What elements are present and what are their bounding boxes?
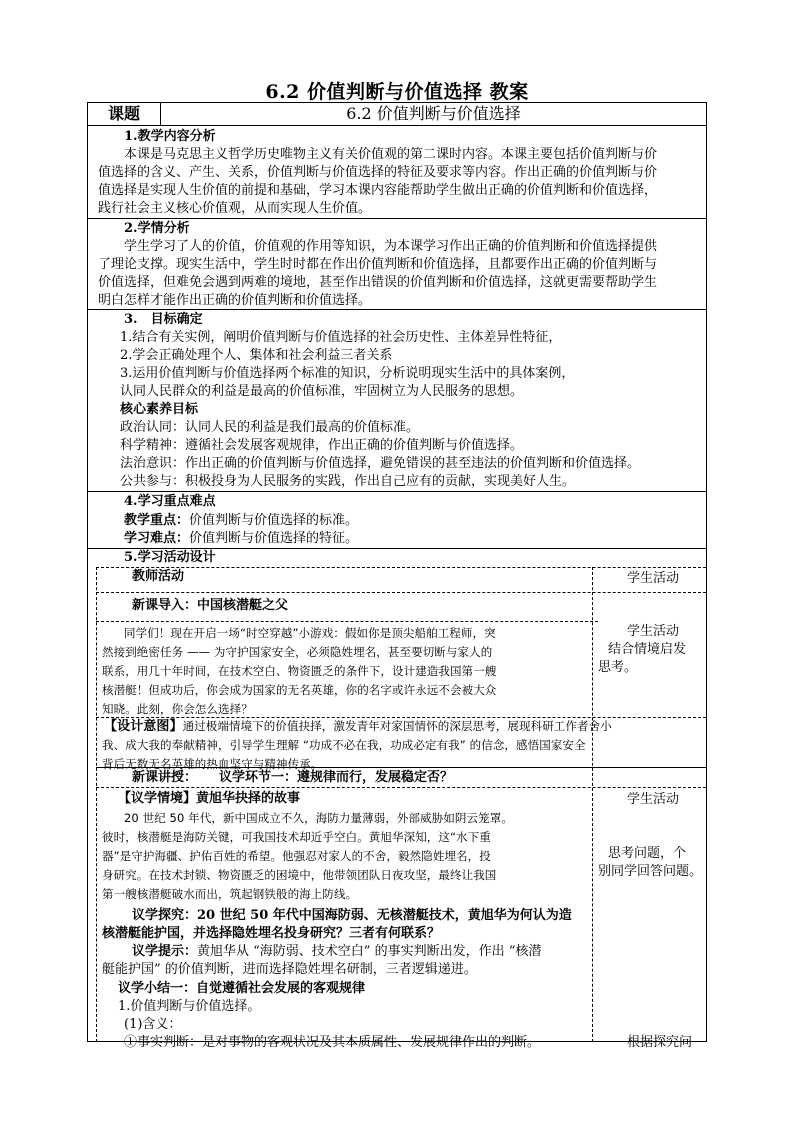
intro-text: 同学们！现在开启一场“时空穿越”小游戏：假如你是顶尖船舶工程师，突 [124,626,496,640]
hint-text: 黄旭华从 “海防弱、技术空白” 的事实判断出发，作出 “核潜 [197,944,542,959]
section-heading: 1.教学内容分析 [124,129,216,144]
case-title: 黄旭华抉择的故事 [196,791,301,806]
page-title: 6.2 价值判断与价值选择 教案 [265,81,529,103]
grid-line [96,787,706,788]
difficulty-line [124,530,358,548]
intro-text: 联系，用几十年时间，在技术空白、物资匮乏的条件下，设计建造我国第一艘 [102,664,497,678]
explore-line: 议学探究：20 世纪 50 年代中国海防弱、无核潜艇技术，黄旭华为何认为造 [132,908,572,923]
core-heading: 核心素养目标 [120,402,199,417]
hint-text: 艇能护国” 的价值判断，进而选择隐姓埋名研制，三者逻辑递进。 [102,962,477,977]
student-activity-text: 根据探究问 [627,1035,693,1050]
grid-line [592,567,593,1042]
case-heading [118,790,300,808]
intro-text: 核潜艇！但成功后，你会成为国家的无名英雄，你的名字或许永远不会被大众 [102,683,497,697]
section-content-analysis [88,126,706,219]
student-activity-text: 思考问题，个 [608,846,687,861]
intro-label: 新课导入： [132,598,198,613]
lecture-line [132,769,453,787]
student-activity-title: 学生活动 [627,792,680,807]
intro-text: 知晓。此刻，你会怎么选择？ [102,702,253,716]
topic-value: 6.2 价值判断与价值选择 [346,104,521,123]
student-activity-text: 思考。 [598,660,638,675]
goal-line: 1.结合有关实例，阐明价值判断与价值选择的社会历史性、主体差异性特征， [120,330,562,345]
case-text: 器”是守护海疆、护佑百姓的希望。他强忍对家人的不舍，毅然隐姓埋名，投 [102,849,491,863]
lesson-plan-table [87,102,707,1050]
student-activity-text: 结合情境启发 [608,642,687,657]
design-text: 我、成大我的奉献精神，引导学生理解 “功成不必在我，功成必定有我” 的信念，感悟国家安全 [102,738,586,752]
grid-line [96,621,598,622]
topic-label: 课题 [88,103,161,125]
section-objectives [88,310,706,492]
hint-label: 议学提示： [132,944,198,959]
design-text: 通过极端情境下的价值抉择，激发青年对家国情怀的深层思考，展现科研工作者舍小 [182,719,612,733]
student-activity-title: 学生活动 [627,624,680,639]
grid-line [96,592,706,593]
intro-line [132,597,288,615]
hint-line [132,943,541,961]
case-text: 第一艘核潜艇破水而出，筑起钢铁般的海上防线。 [102,887,358,901]
text-line: 值选择的含义、产生、关系，价值判断与价值选择的特征及要求等内容。作出正确的价值判断与价 [98,165,658,180]
text-line: 值选择是实现人生价值的前提和基础，学习本课内容能帮助学生做出正确的价值判断和价值选择， [98,183,658,198]
text-line: 明白怎样才能作出正确的价值判断和价值选择。 [98,293,372,308]
section-activity-design [88,549,706,1050]
grid-line [96,567,97,1042]
case-text: 彼时，核潜艇是海防关键，可我国技术却近乎空白。黄旭华深知，这“水下重 [102,830,491,844]
student-activity-text: 别同学回答问题。 [598,864,703,879]
design-intent-line [104,717,612,736]
grid-line [96,567,706,568]
text-line: 价值选择，但难免会遇到两难的境地，甚至作出错误的价值判断和价值选择，这就更需要帮助学生 [98,275,658,290]
text-line: 践行社会主义核心价值观，从而实现人生价值。 [98,201,372,216]
explore-line: 核潜艇能护国，并选择隐姓埋名投身研究？三者有何联系？ [102,926,441,941]
lecture-label: 新课讲授： [132,770,198,785]
goal-line: 2.学会正确处理个人、集体和社会利益三者关系 [120,348,393,363]
core-line: 政治认同：认同人民的利益是我们最高的价值标准。 [120,420,420,435]
text-line: 了理论支撑。现实生活中，学生时时都在作出价值判断和价值选择，且都要作出正确的价值判断与 [98,257,658,272]
text-line: 学生学习了人的价值，价值观的作用等知识，为本课学习作出正确的价值判断和价值选择提供 [124,239,658,254]
design-label: 【设计意图】 [104,719,183,734]
section-student-analysis [88,219,706,310]
goal-line: 认同人民群众的利益是最高的价值标准，牢固树立为人民服务的思想。 [120,384,524,399]
lecture-title: 议学环节一：遵规律而行，发展稳定否？ [219,770,454,785]
difficulty-text: 价值判断与价值选择的特征。 [189,531,359,546]
key-point-line [124,512,358,530]
section-heading: 5.学习活动设计 [124,550,216,565]
section-heading: 4.学习重点难点 [124,494,216,509]
point-line: (1)含义： [124,1017,182,1032]
section-heading: 3. 目标确定 [124,312,203,327]
summary-line: 议学小结一：自觉遵循社会发展的客观规律 [118,981,366,996]
case-text: 身研究。在技术封锁、物资匮乏的困境中，他带领团队日夜攻坚，最终让我国 [102,868,497,882]
section-heading: 2.学情分析 [124,221,190,236]
intro-title: 中国核潜艇之父 [197,598,289,613]
topic-row [88,103,706,126]
key-text: 价值判断与价值选择的标准。 [189,513,359,528]
case-text: 20 世纪 50 年代，新中国成立不久，海防力量薄弱，外部威胁如阴云笼罩。 [124,811,513,825]
core-line: 科学精神：遵循社会发展客观规律，作出正确的价值判断与价值选择。 [120,438,524,453]
difficulty-label: 学习难点： [124,531,190,546]
teacher-col-header: 教师活动 [132,569,185,584]
core-line: 法治意识：作出正确的价值判断与价值选择，避免错误的甚至违法的价值判断和价值选择。 [120,456,641,471]
text-line: 本课是马克思主义哲学历史唯物主义有关价值观的第二课时内容。本课主要包括价值判断与价 [124,147,658,162]
student-col-header: 学生活动 [627,571,680,586]
case-label: 【议学情境】 [118,791,197,806]
goal-line: 3.运用价值判断与价值选择两个标准的知识，分析说明现实生活中的具体案例， [120,366,575,381]
core-line: 公共参与：积极投身为人民服务的实践，作出自己应有的贡献，实现美好人生。 [120,474,576,489]
key-label: 教学重点： [124,513,190,528]
point-line: ①事实判断：是对事物的客观状况及其本质属性、发展规律作出的判断。 [124,1035,541,1050]
point-line: 1.价值判断与价值选择。 [118,999,261,1014]
design-text: 背后无数无名英雄的热血坚守与精神传承。 [102,757,323,771]
intro-text: 然接到绝密任务 —— 为守护国家安全，必须隐姓埋名，甚至要切断与家人的 [102,645,493,659]
section-key-points [88,492,706,549]
